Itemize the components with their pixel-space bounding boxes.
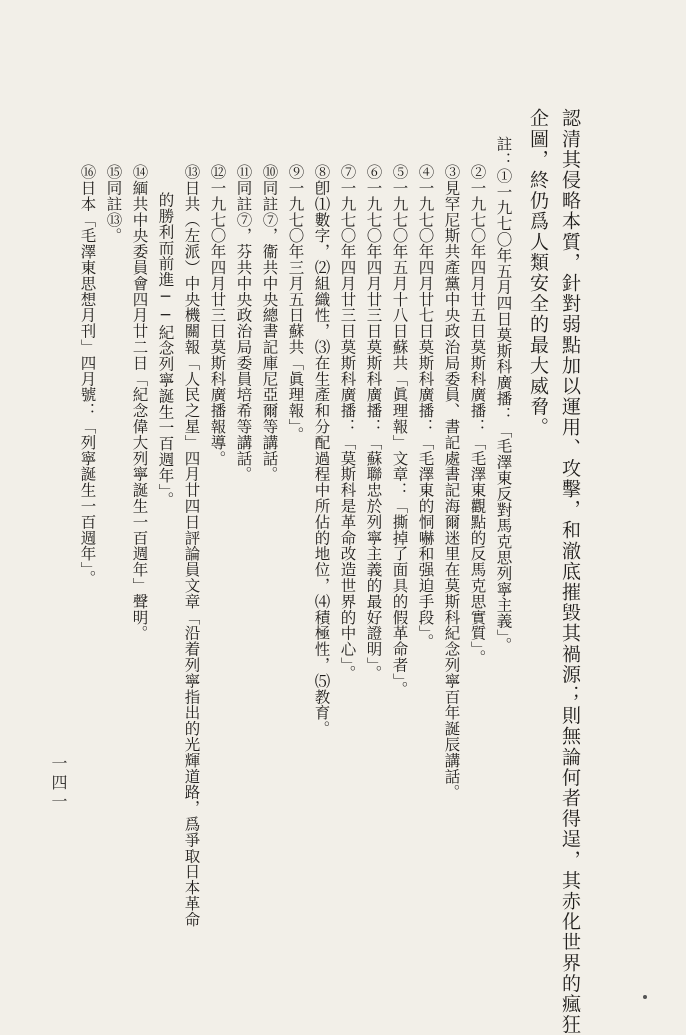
footnote-line: ⑧卽⑴數字，⑵組織性，⑶在生產和分配過程中所佔的地位，⑷積極性，⑸教育。	[312, 164, 331, 737]
footnote-line: ⑦一九七〇年四月廿三日莫斯科廣播：「莫斯科是革命改造世界的中心」。	[338, 164, 357, 681]
footnote-line: ⑭緬共中央委員會四月廿二日「紀念偉大列寧誕生一百週年」聲明。	[130, 164, 149, 641]
print-speck	[643, 995, 647, 999]
footnote-line: ⑤一九七〇年五月十八日蘇共「眞理報」文章：「撕掉了面具的假革命者」。	[390, 164, 409, 697]
footnote-line: ⑬日共（左派）中央機關報「人民之星」四月廿四日評論員文章「沿着列寧指出的光輝道路，爲爭取日本革命	[182, 164, 201, 928]
body-text-line: 企圖，終仍爲人類安全的最大威脅。	[527, 108, 549, 438]
footnote-line: ⑩同註⑦，衞共中央總書記庫尼亞爾等講話。	[260, 164, 279, 482]
footnote-line: ③見罕尼斯共產黨中央政治局委員、書記處書記海爾迷里在莫斯科紀念列寧百年誕辰講話。	[442, 164, 461, 800]
footnote-line: ⑪同註⑦，芬共中央政治局委員培希等講話。	[234, 164, 253, 482]
footnote-line: 的勝利而前進──紀念列寧誕生一百週年」。	[156, 192, 175, 508]
footnote-line: ④一九七〇年四月廿七日莫斯科廣播：「毛澤東的恫嚇和强迫手段」。	[416, 164, 435, 650]
page-number: 一四一	[49, 755, 68, 812]
footnote-line: ⑥一九七〇年四月廿三日莫斯科廣播：「蘇聯忠於列寧主義的最好證明」。	[364, 164, 383, 681]
body-text-line: 認清其侵略本質，針對弱點加以運用、攻擊，和澈底摧毀其禍源；則無論何者得逞，其赤化世界的瘋狂	[559, 108, 581, 1035]
footnote-line: ②一九七〇年四月廿五日莫斯科廣播：「毛澤東觀點的反馬克思實質」。	[468, 164, 487, 666]
footnote-line: ⑮同註⑬。	[104, 164, 123, 244]
footnote-line: ⑨一九七〇年三月五日蘇共「眞理報」。	[286, 164, 305, 443]
footnote-line: ⑯日本「毛澤東思想月刊」四月號：「列寧誕生一百週年」。	[78, 164, 97, 586]
footnote-line: ⑫一九七〇年四月廿三日莫斯科廣播報導。	[208, 164, 227, 467]
footnote-line: 註：①一九七〇年五月四日莫斯科廣播：「毛澤東反對馬克思列寧主義」。	[494, 136, 513, 653]
